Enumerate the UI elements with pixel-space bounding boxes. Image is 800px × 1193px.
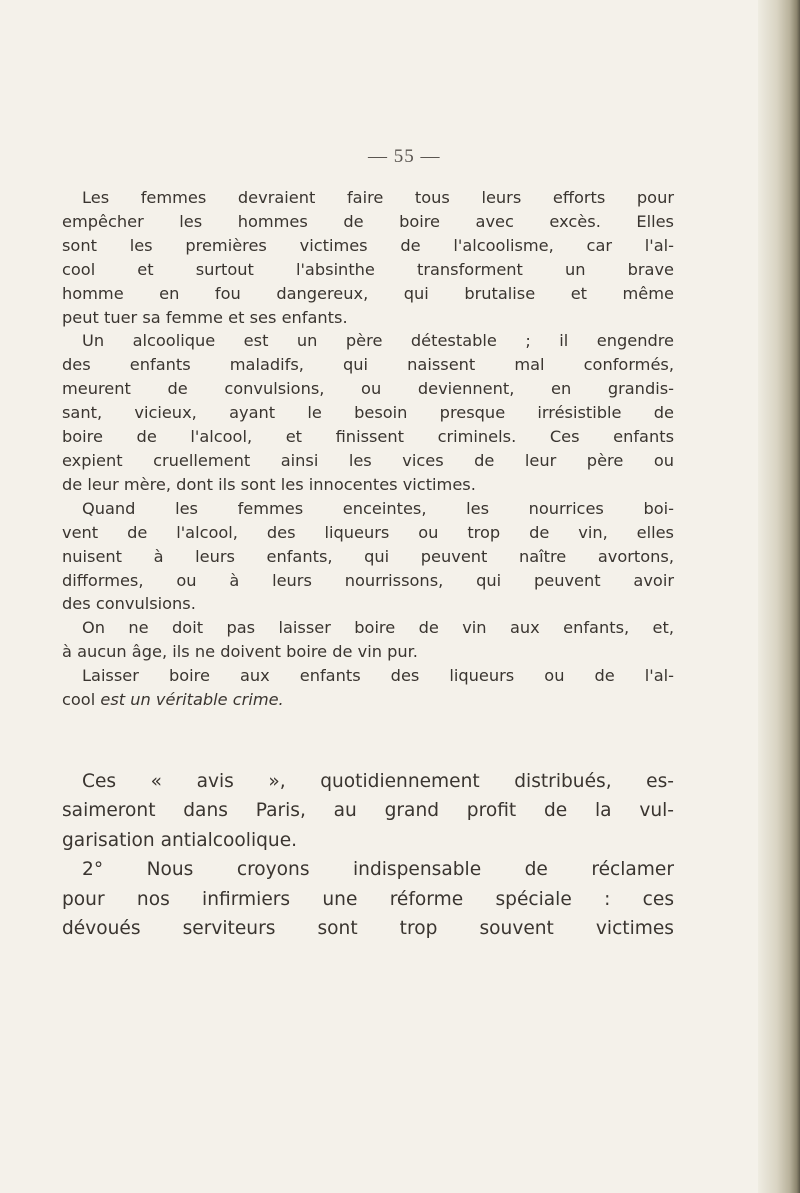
text-line: saimeront dans Paris, au grand profit de la vul- <box>62 800 674 822</box>
text-block-commentary <box>62 767 674 943</box>
page-edge-shadow <box>758 0 800 1193</box>
text-line: expient cruellement ainsi les vices de leur père ou <box>62 450 674 470</box>
text-line: de leur mère, dont ils sont les innocentes victimes. <box>62 474 476 494</box>
text-line: empêcher les hommes de boire avec excès. Elles <box>62 211 674 231</box>
text-line: sont les premières victimes de l'alcoolisme, car l'al- <box>62 235 674 255</box>
text-line: homme en fou dangereux, qui brutalise et même <box>62 283 674 303</box>
text-line <box>62 688 674 712</box>
text-line: boire de l'alcool, et finissent criminels. Ces enfants <box>62 427 674 447</box>
text-line: difformes, ou à leurs nourrissons, qui peuvent avoir <box>62 570 674 590</box>
text-line: Les femmes devraient faire tous leurs efforts pour <box>82 188 674 207</box>
text-line: Quand les femmes enceintes, les nourrices boi- <box>82 498 674 518</box>
text-line: 2° Nous croyons indispensable de réclamer <box>82 859 674 881</box>
text-line: dévoués serviteurs sont trop souvent victimes <box>62 918 674 940</box>
text-line: Ces « avis », quotidiennement distribués, es- <box>82 771 674 792</box>
text-line: des convulsions. <box>62 594 196 614</box>
page-number: — 55 — <box>368 146 441 167</box>
text-line: cool et surtout l'absinthe transforment un brave <box>62 259 674 279</box>
text-line: pour nos infirmiers une réforme spéciale : ces <box>62 888 674 910</box>
text-line: garisation antialcoolique. <box>62 829 298 851</box>
italic-phrase: est un véritable crime. <box>100 690 284 710</box>
text-fragment: cool <box>62 690 96 710</box>
text-line: nuisent à leurs enfants, qui peuvent naître avortons, <box>62 546 674 566</box>
text-line: des enfants maladifs, qui naissent mal conformés, <box>62 355 674 375</box>
text-line: On ne doit pas laisser boire de vin aux enfants, et, <box>82 618 674 638</box>
text-line: sant, vicieux, ayant le besoin presque irrésistible de <box>62 403 674 423</box>
text-line: peut tuer sa femme et ses enfants. <box>62 307 348 327</box>
text-block-advice <box>62 186 674 712</box>
text-line: Un alcoolique est un père détestable ; il engendre <box>82 331 674 351</box>
text-line: à aucun âge, ils ne doivent boire de vin pur. <box>62 642 418 662</box>
text-line: vent de l'alcool, des liqueurs ou trop de vin, elles <box>62 522 674 542</box>
text-line: meurent de convulsions, ou deviennent, en grandis- <box>62 379 674 399</box>
text-line: Laisser boire aux enfants des liqueurs ou de l'al- <box>82 666 674 686</box>
